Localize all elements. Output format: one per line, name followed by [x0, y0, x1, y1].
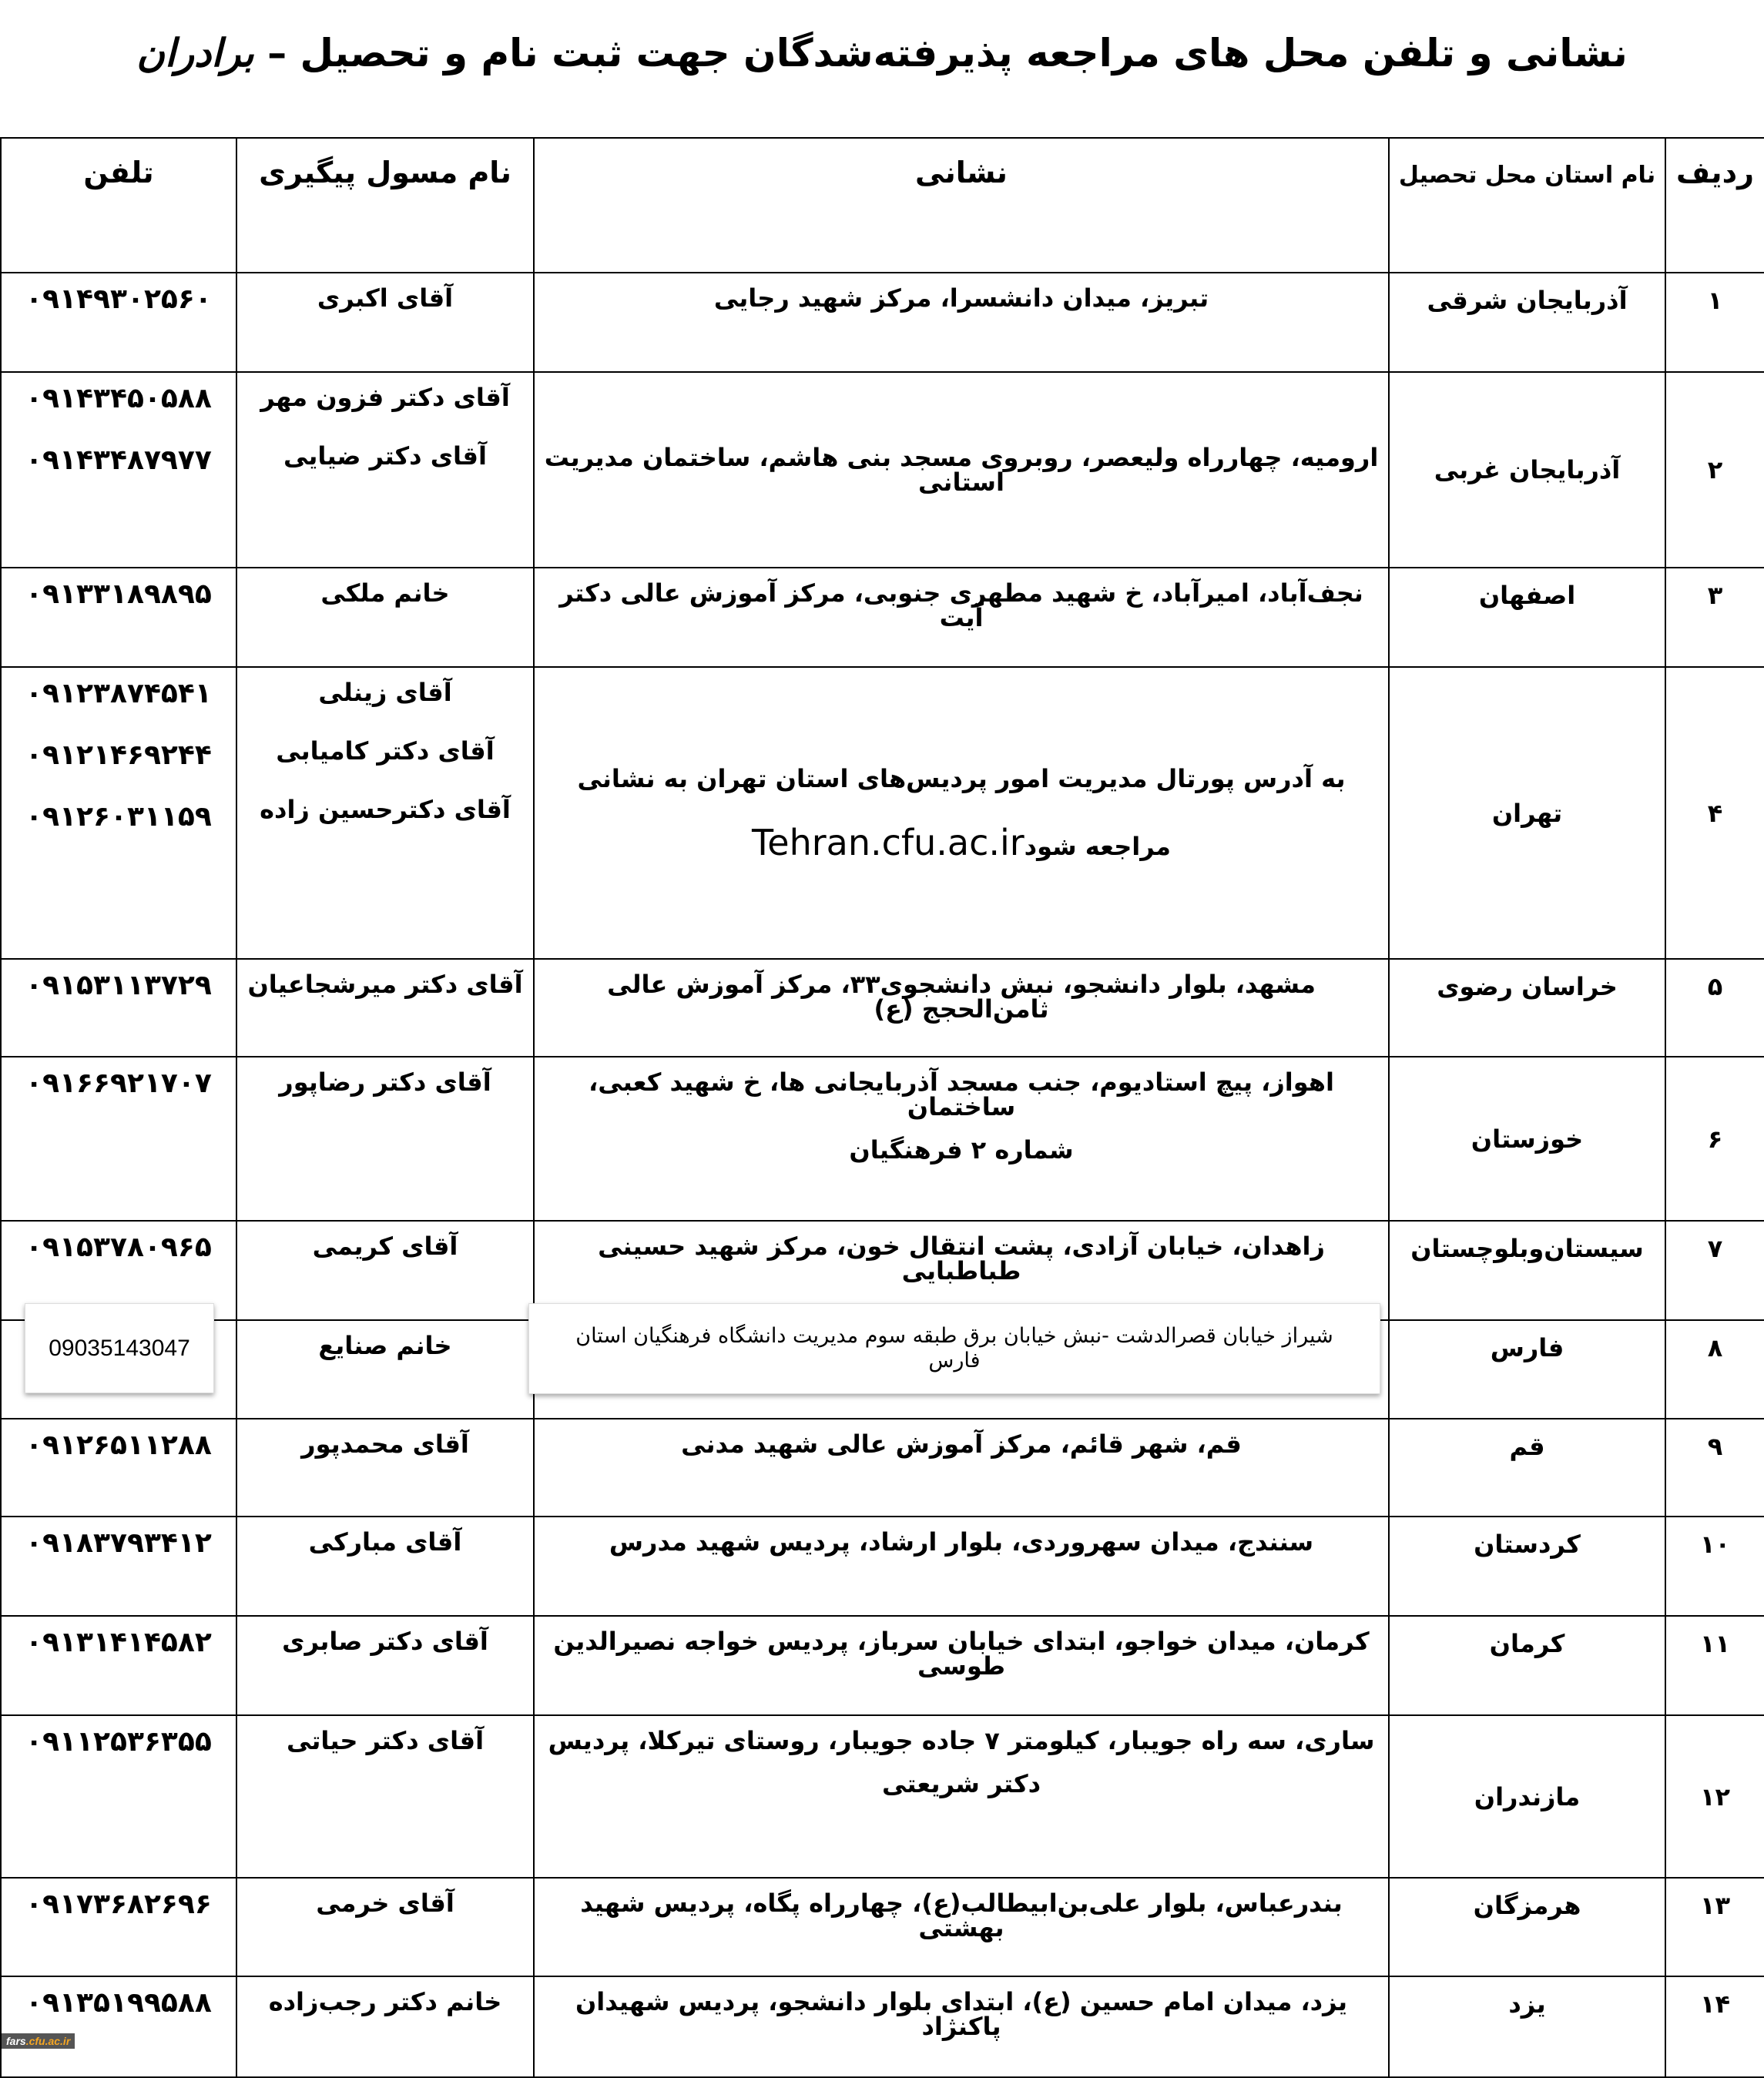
- province-name: اصفهان: [1389, 568, 1665, 667]
- person-cell: [236, 273, 534, 372]
- row-number: ۲: [1665, 372, 1764, 568]
- province-name: خراسان رضوی: [1389, 959, 1665, 1057]
- person-cell: [236, 1221, 534, 1320]
- person-name: خانم دکتر رجب‌زاده: [268, 1987, 502, 2016]
- header-province: نام استان محل تحصیل: [1389, 138, 1665, 273]
- person-name: آقای دکتر فزون مهر: [260, 383, 510, 412]
- phone-number: ۰۹۱۲۶۵۱۱۲۸۸: [25, 1429, 212, 1461]
- phone-cell: [1, 1976, 236, 2077]
- address-line: نجف‌آباد، امیرآباد، خ شهید مطهری جنوبی، مرکز آموزش عالی دکتر آیت: [559, 578, 1363, 632]
- title-emphasis: برادران: [136, 31, 254, 75]
- phone-number: ۰۹۱۷۳۶۸۲۶۹۶: [25, 1889, 212, 1920]
- phone-cell: [1, 372, 236, 568]
- address-cell: [534, 1517, 1389, 1616]
- row-number: ۵: [1665, 959, 1764, 1057]
- phone-cell: [1, 1517, 236, 1616]
- person-cell: [236, 1616, 534, 1715]
- person-name: آقای مبارکی: [308, 1527, 462, 1557]
- fars-address-overlay: شیراز خیابان قصرالدشت -نبش خیابان برق طبقه سوم مدیریت دانشگاه فرهنگیان استان فارس: [528, 1303, 1380, 1394]
- address-line: ساری، سه راه جویبار، کیلومتر ۷ جاده جویبار، روستای تیرکلا، پردیس: [548, 1726, 1375, 1755]
- table-row: [1, 273, 1764, 372]
- phone-cell: [1, 568, 236, 667]
- phone-number: ۰۹۱۴۹۳۰۲۵۶۰: [25, 283, 212, 315]
- row-number: ۱: [1665, 273, 1764, 372]
- person-cell: [236, 959, 534, 1057]
- watermark-domain: .cfu.ac.ir: [25, 2035, 71, 2047]
- person-name: خانم صنایع: [318, 1331, 452, 1360]
- watermark-logo: [2, 2033, 75, 2049]
- province-name: کردستان: [1389, 1517, 1665, 1616]
- person-name: آقای دکتر صابری: [282, 1627, 488, 1656]
- row-number: ۱۲: [1665, 1715, 1764, 1878]
- province-name: تهران: [1389, 667, 1665, 959]
- province-name: آذربایجان شرقی: [1389, 273, 1665, 372]
- province-name: هرمزگان: [1389, 1878, 1665, 1976]
- phone-number: ۰۹۱۲۱۴۶۹۲۴۴: [25, 739, 212, 771]
- table-row: [1, 1715, 1764, 1878]
- header-person: نام مسول پیگیری: [236, 138, 534, 273]
- address-line: تبریز، میدان دانشسرا، مرکز شهید رجایی: [713, 283, 1209, 313]
- row-number: ۱۱: [1665, 1616, 1764, 1715]
- person-cell: [236, 667, 534, 959]
- address-line: یزد، میدان امام حسین (ع)، ابتدای بلوار دانشجو، پردیس شهیدان پاکنژاد: [575, 1987, 1348, 2041]
- phone-number: ۰۹۱۵۳۱۱۳۷۲۹: [25, 970, 212, 1001]
- phone-cell: [1, 1419, 236, 1517]
- phone-cell: [1, 667, 236, 959]
- person-cell: [236, 1517, 534, 1616]
- person-cell: [236, 1057, 534, 1221]
- page-title: [0, 31, 1764, 75]
- phone-number: ۰۹۱۲۶۰۳۱۱۵۹: [25, 801, 212, 833]
- phone-number: ۰۹۱۶۶۹۲۱۷۰۷: [25, 1067, 212, 1099]
- province-name: مازندران: [1389, 1715, 1665, 1878]
- province-name: قم: [1389, 1419, 1665, 1517]
- person-name: آقای دکتر رضاپور: [279, 1067, 491, 1097]
- person-name: آقای زینلی: [318, 678, 452, 707]
- province-name: سیستان‌وبلوچستان: [1389, 1221, 1665, 1320]
- phone-number: ۰۹۱۴۳۴۸۷۹۷۷: [25, 444, 212, 476]
- person-name: آقای دکتر ضیایی: [283, 441, 487, 471]
- address-line: اهواز، پیچ استادیوم، جنب مسجد آذربایجانی ها، خ شهید کعبی، ساختمان: [589, 1067, 1334, 1121]
- phone-number: ۰۹۱۸۳۷۹۳۴۱۲: [25, 1527, 212, 1559]
- address-cell: [534, 1878, 1389, 1976]
- table-row: [1, 372, 1764, 568]
- table-row: [1, 1057, 1764, 1221]
- person-cell: [236, 372, 534, 568]
- table-row: [1, 1419, 1764, 1517]
- person-name: آقای دکترحسین زاده: [260, 795, 511, 824]
- table-row: [1, 959, 1764, 1057]
- person-name: آقای کریمی: [312, 1232, 458, 1261]
- province-name: خوزستان: [1389, 1057, 1665, 1221]
- header-address: نشانی: [534, 138, 1389, 273]
- row-number: ۳: [1665, 568, 1764, 667]
- address-cell: [534, 273, 1389, 372]
- address-line: سنندج، میدان سهروردی، بلوار ارشاد، پردیس شهید مدرس: [609, 1527, 1314, 1557]
- address-cell: [534, 667, 1389, 959]
- phone-number: ۰۹۱۱۲۵۳۶۳۵۵: [25, 1726, 212, 1758]
- row-number: ۷: [1665, 1221, 1764, 1320]
- address-cell: [534, 1419, 1389, 1517]
- phone-number: ۰۹۱۳۱۴۱۴۵۸۲: [25, 1627, 212, 1658]
- row-number: ۴: [1665, 667, 1764, 959]
- person-name: آقای دکتر کامیابی: [276, 736, 495, 766]
- address-line: شماره ۲ فرهنگیان: [849, 1135, 1074, 1165]
- person-cell: [236, 1419, 534, 1517]
- province-name: فارس: [1389, 1320, 1665, 1419]
- portal-url: Tehran.cfu.ac.ir: [752, 821, 1025, 863]
- address-line: [542, 821, 1380, 863]
- person-name: آقای خرمی: [316, 1889, 454, 1918]
- address-line: کرمان، میدان خواجو، ابتدای خیابان سرباز، پردیس خواجه نصیرالدین طوسی: [553, 1627, 1370, 1681]
- address-cell: [534, 959, 1389, 1057]
- address-cell: [534, 1715, 1389, 1878]
- table-row: [1, 1616, 1764, 1715]
- province-name: کرمان: [1389, 1616, 1665, 1715]
- row-number: ۱۴: [1665, 1976, 1764, 2077]
- fars-phone-overlay: 09035143047: [25, 1303, 214, 1393]
- phone-number: ۰۹۱۳۳۱۸۹۸۹۵: [25, 578, 212, 610]
- person-name: آقای دکتر حیاتی: [286, 1726, 485, 1755]
- phone-cell: [1, 273, 236, 372]
- phone-cell: [1, 1616, 236, 1715]
- row-number: ۶: [1665, 1057, 1764, 1221]
- table-row: [1, 1517, 1764, 1616]
- address-line: ارومیه، چهارراه ولیعصر، روبروی مسجد بنی هاشم، ساختمان مدیریت استانی: [544, 443, 1379, 497]
- person-cell: [236, 1976, 534, 2077]
- person-cell: [236, 568, 534, 667]
- address-line: به آدرس پورتال مدیریت امور پردیس‌های استان تهران به نشانی: [577, 763, 1346, 793]
- contacts-table: [0, 137, 1764, 2078]
- address-cell: [534, 568, 1389, 667]
- province-name: یزد: [1389, 1976, 1665, 2077]
- table-row: [1, 667, 1764, 959]
- row-number: ۱۳: [1665, 1878, 1764, 1976]
- address-line: مشهد، بلوار دانشجو، نبش دانشجوی۳۳، مرکز آموزش عالی ثامن‌الحجج (ع): [607, 970, 1316, 1024]
- address-text: مراجعه شود: [1024, 831, 1171, 861]
- person-cell: [236, 1715, 534, 1878]
- phone-cell: [1, 959, 236, 1057]
- phone-cell: [1, 1057, 236, 1221]
- person-name: آقای دکتر میرشجاعیان: [247, 970, 523, 999]
- watermark-site: fars: [6, 2035, 26, 2047]
- address-line: زاهدان، خیابان آزادی، پشت انتقال خون، مرکز شهید حسینی طباطبایی: [598, 1232, 1325, 1285]
- phone-number: ۰۹۱۴۳۴۵۰۵۸۸: [25, 383, 212, 414]
- province-name: آذربایجان غربی: [1389, 372, 1665, 568]
- table-row: [1, 568, 1764, 667]
- phone-number: ۰۹۱۳۵۱۹۹۵۸۸: [25, 1987, 212, 2019]
- row-number: ۸: [1665, 1320, 1764, 1419]
- address-cell: [534, 1616, 1389, 1715]
- person-name: آقای اکبری: [317, 283, 454, 313]
- address-cell: [534, 1057, 1389, 1221]
- address-cell: [534, 372, 1389, 568]
- person-cell: [236, 1320, 534, 1419]
- address-cell: [534, 1976, 1389, 2077]
- header-phone: تلفن: [1, 138, 236, 273]
- person-name: خانم ملکی: [320, 578, 450, 608]
- table-header: [1, 138, 1764, 273]
- table-row: [1, 1976, 1764, 2077]
- row-number: ۹: [1665, 1419, 1764, 1517]
- phone-number: ۰۹۱۲۳۸۷۴۵۴۱: [25, 678, 212, 709]
- address-line: قم، شهر قائم، مرکز آموزش عالی شهید مدنی: [681, 1429, 1242, 1459]
- address-line: دکتر شریعتی: [881, 1769, 1041, 1798]
- person-cell: [236, 1878, 534, 1976]
- phone-cell: [1, 1878, 236, 1976]
- address-line: بندرعباس، بلوار علی‌بن‌ابیطالب(ع)، چهارراه پگاه، پردیس شهید بهشتی: [580, 1889, 1343, 1942]
- phone-cell: [1, 1715, 236, 1878]
- person-name: آقای محمدپور: [301, 1429, 469, 1459]
- phone-number: ۰۹۱۵۳۷۸۰۹۶۵: [25, 1232, 212, 1263]
- table-row: [1, 1878, 1764, 1976]
- title-main: نشانی و تلفن محل های مراجعه پذیرفته‌شدگان جهت ثبت نام و تحصیل –: [267, 31, 1628, 75]
- header-row: ردیف: [1665, 138, 1764, 273]
- row-number: ۱۰: [1665, 1517, 1764, 1616]
